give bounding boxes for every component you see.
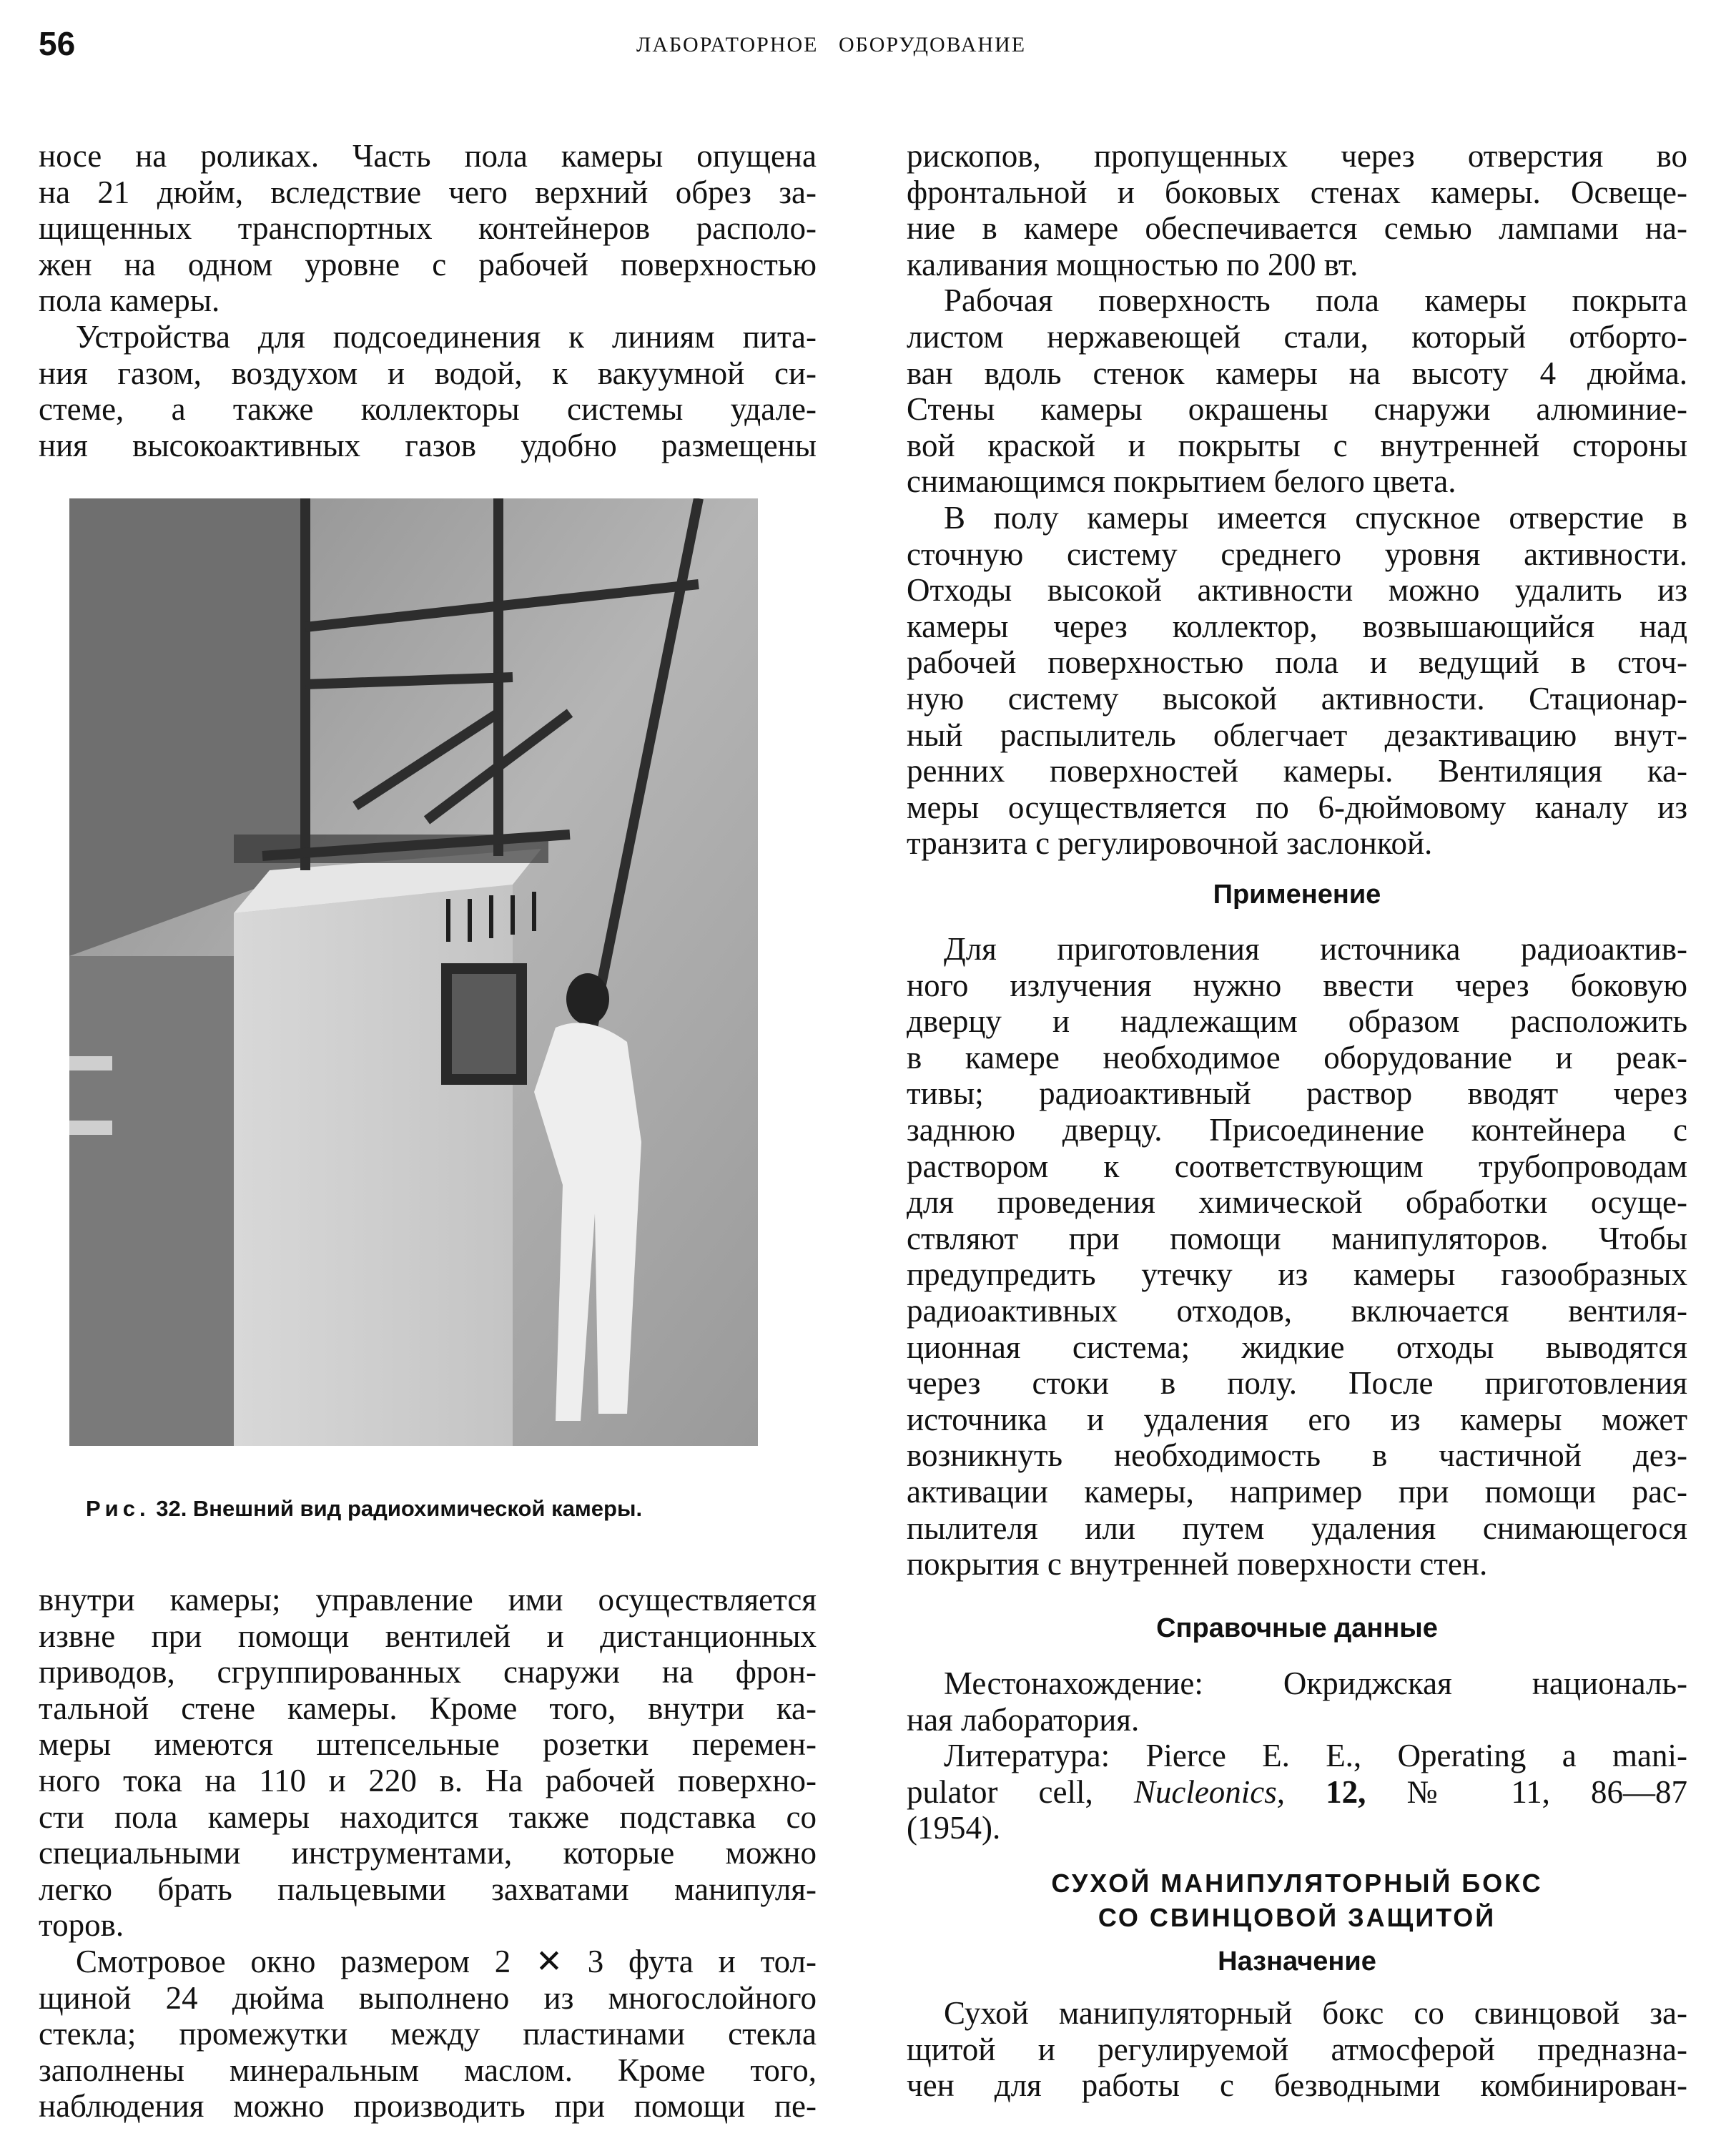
text-line: пылителя или путем удаления снимающегося [907,1510,1687,1546]
text-line: заполнены минеральным маслом. Кроме того, [39,2052,817,2088]
text-line: Устройства для подсоединения к линиям пита- [76,318,817,355]
figure-caption [86,1496,642,1522]
text-line: ного тока на 110 и 220 в. На рабочей поверхно- [39,1762,817,1798]
text-line: меры имеются штепсельные розетки перемен- [39,1726,817,1763]
section-title-line: СУХОЙ МАНИПУЛЯТОРНЫЙ БОКС [1051,1869,1543,1898]
text-line: для проведения химической обработки осуще- [907,1184,1687,1221]
text-line: источника и удаления его из камеры может [907,1401,1687,1437]
text-line: Стены камеры окрашены снаружи алюминие- [907,391,1687,428]
literature-line: Литература: Pierce E. E., Operating a mani- [944,1738,1687,1774]
text-line: щитой и регулируемой атмосферой предназна- [907,2031,1687,2067]
reference-data-text [907,1665,1687,1846]
text-line: легко брать пальцевыми захватами манипуля- [39,1871,817,1907]
text-line: тальной стене камеры. Кроме того, внутри ка- [39,1690,817,1726]
caption-label: Рис. [86,1496,150,1521]
text-line: возникнуть необходимость в частичной дез- [907,1437,1687,1474]
text-line: Рабочая поверхность пола камеры покрыта [944,282,1687,319]
caption-text: 32. Внешний вид радиохимической камеры. [149,1496,643,1521]
text-line: пола камеры. [39,282,220,319]
text-line: рископов, пропущенных через отверстия во [907,138,1687,174]
literature-text: № 11, 86—87 [1366,1773,1688,1810]
text-line: ние в камере обеспечивается семью лампами на- [907,210,1687,247]
journal-name: Nucleonics, [1133,1773,1286,1810]
text-line: ренних поверхностей камеры. Вентиляция ка- [907,753,1687,789]
text-line: ния высокоактивных газов удобно размещены [39,427,817,463]
text-line: ван вдоль стенок камеры на высоту 4 дюйма. [907,355,1687,391]
text-line: дверцу и надлежащим образом расположить [907,1003,1687,1040]
text-line: радиоактивных отходов, включается вентиля- [907,1292,1687,1329]
text-line: ного излучения нужно ввести через боковую [907,967,1687,1003]
text-line: покрытия с внутренней поверхности стен. [907,1546,1488,1582]
text-line: щищенных транспортных контейнеров располо- [39,210,817,247]
literature-text: pulator cell, [907,1773,1134,1810]
text-line: жен на одном уровне с рабочей поверхностью [39,246,817,282]
heading-reference-data: Справочные данные [1156,1613,1438,1643]
location-line: Местонахождение: Окриджская националь- [944,1665,1687,1701]
text-line: тивы; радиоактивный раствор вводят через [907,1075,1687,1112]
text-line: щиной 24 дюйма выполнено из многослойного [39,1979,817,2016]
purpose-text [907,1995,1687,2104]
text-line: специальными инструментами, которые можно [39,1835,817,1871]
text-line: вой краской и покрыты с внутренней стороны [907,427,1687,463]
text-line: фронтальной и боковых стенах камеры. Освеще- [907,174,1687,210]
text-line: сти пола камеры находится также подставка со [39,1798,817,1835]
text-line: транзита с регулировочной заслонкой. [907,825,1433,862]
photo-image [69,498,758,1446]
text-line: наблюдения можно производить при помощи пе- [39,2088,817,2125]
text-line: приводов, сгруппированных снаружи на фрон- [39,1654,817,1690]
text-line: ционная система; жидкие отходы выводятся [907,1329,1687,1365]
text-line: меры осуществляется по 6-дюймовому каналу из [907,789,1687,825]
text-line: в камере необходимое оборудование и реак- [907,1039,1687,1075]
running-title: ЛАБОРАТОРНОЕ ОБОРУДОВАНИЕ [636,33,1027,56]
text-line: Смотровое окно размером 2 ✕ 3 фута и тол- [76,1943,817,1979]
application-text [907,931,1687,1582]
location-line: ная лаборатория. [907,1701,1140,1738]
text-line: предупредить утечку из камеры газообразных [907,1256,1687,1293]
text-line: на 21 дюйм, вследствие чего верхний обрез за- [39,174,817,210]
text-line: листом нержавеющей стали, который отборто- [907,318,1687,355]
text-line: снимающимся покрытием белого цвета. [907,463,1456,500]
text-line: заднюю дверцу. Присоединение контейнера с [907,1111,1687,1148]
text-line: Сухой манипуляторный бокс со свинцовой за- [944,1995,1687,2031]
heading-purpose: Назначение [1218,1946,1376,1977]
text-line: рабочей поверхностью пола и ведущий в сточ- [907,644,1687,681]
section-title [907,1866,1687,1935]
text-line: В полу камеры имеется спускное отверстие в [944,499,1687,536]
text-line: камеры через коллектор, возвышающийся над [907,608,1687,644]
text-line: через стоки в полу. После приготовления [907,1365,1687,1402]
left-column-bottom-text [39,1582,817,2125]
left-column-top-text [39,138,817,463]
text-line: раствором к соответствующим трубопроводам [907,1148,1687,1184]
text-line: каливания мощностью по 200 вт. [907,246,1358,282]
right-column-top-text [907,138,1687,862]
text-line: ную систему высокой активности. Стационар- [907,680,1687,717]
figure-photo-radiochemical-cell [69,498,758,1446]
volume-number: 12, [1285,1773,1366,1810]
text-line: активации камеры, например при помощи рас- [907,1473,1687,1510]
page-number: 56 [39,25,76,62]
text-line: Отходы высокой активности можно удалить из [907,572,1687,609]
text-line: чен для работы с безводными комбинирован- [907,2067,1687,2104]
text-line: внутри камеры; управление ими осуществляется [39,1582,817,1618]
text-line: торов. [39,1907,124,1944]
literature-line: (1954). [907,1810,1001,1846]
text-line: стекла; промежутки между пластинами стекла [39,2016,817,2052]
text-line: носе на роликах. Часть пола камеры опущена [39,138,817,174]
text-line: сточную систему среднего уровня активности. [907,536,1687,572]
section-title-line: СО СВИНЦОВОЙ ЗАЩИТОЙ [1098,1903,1496,1932]
text-line: извне при помощи вентилей и дистанционных [39,1618,817,1654]
text-line: Для приготовления источника радиоактив- [944,931,1687,967]
text-line: ный распылитель облегчает дезактивацию внут- [907,717,1687,753]
text-line: стеме, а также коллекторы системы удале- [39,391,817,428]
text-line: ния газом, воздухом и водой, к вакуумной си- [39,355,817,391]
literature-line [907,1774,1687,1811]
heading-application: Применение [1213,880,1381,910]
text-line: ствляют при помощи манипуляторов. Чтобы [907,1220,1687,1256]
